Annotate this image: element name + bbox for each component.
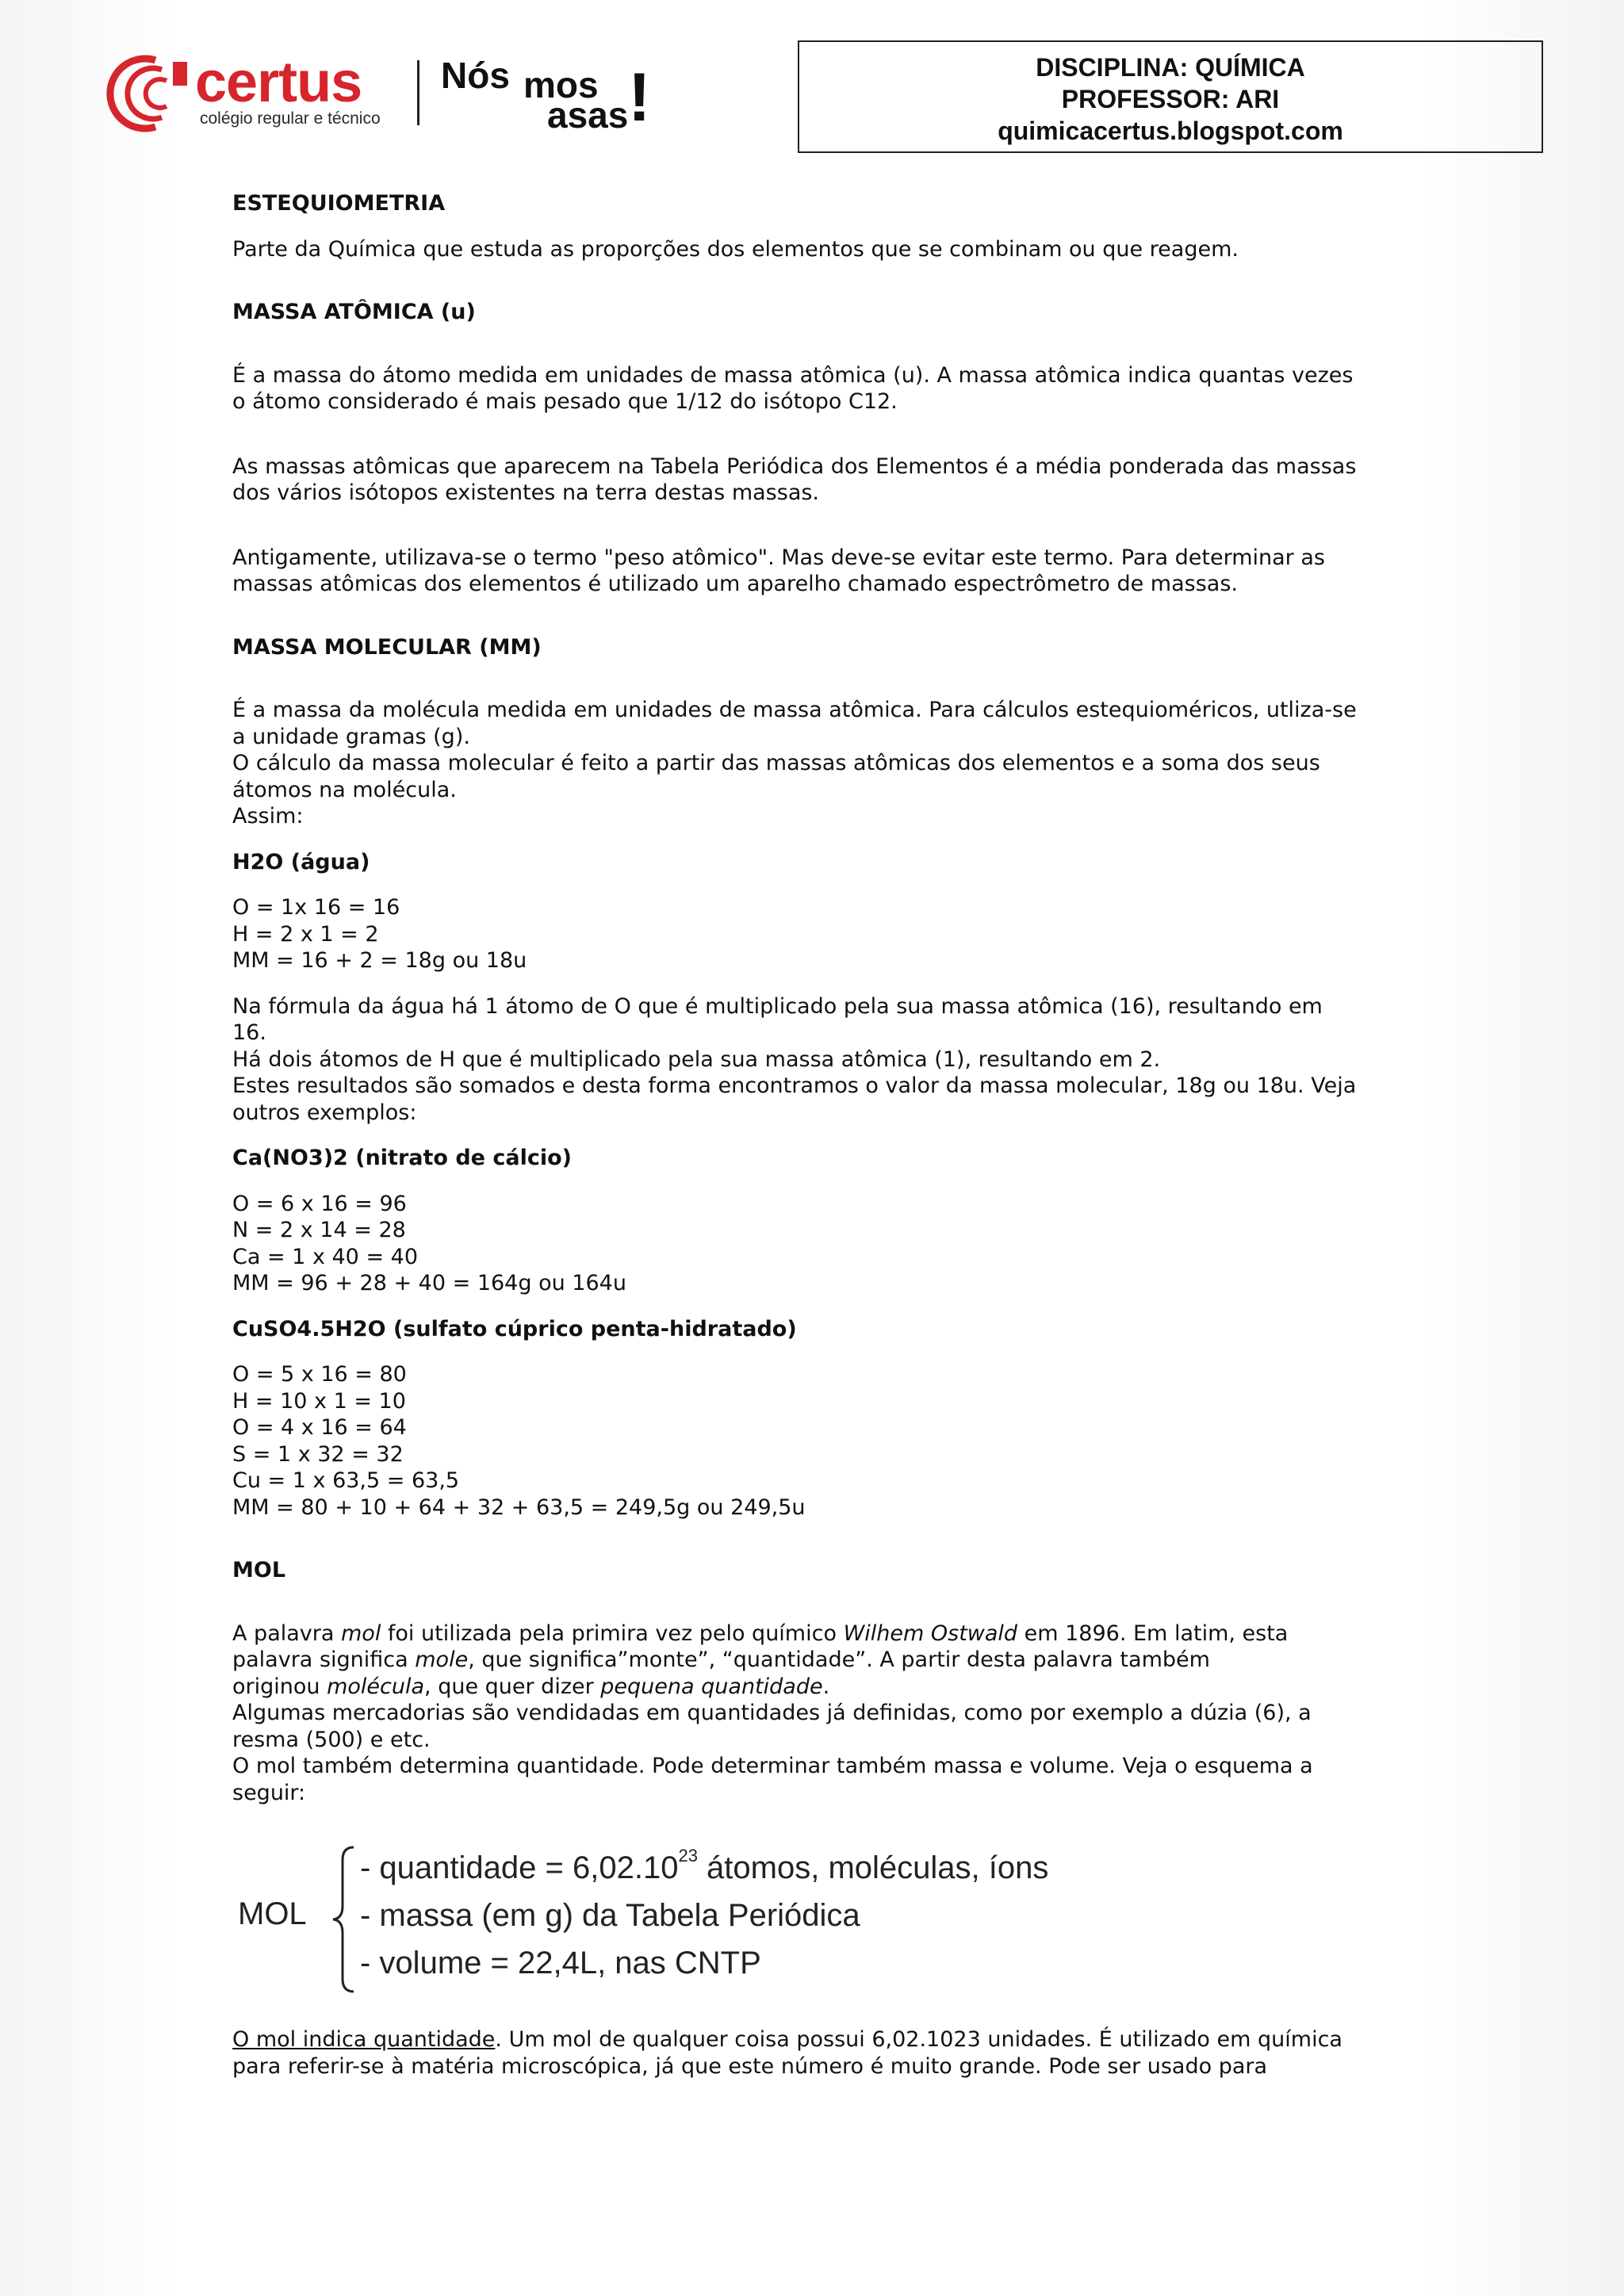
massa-atomica-paragraph-2: As massas atômicas que aparecem na Tabela Periódica dos Elementos é a média ponderada das massas dos vários isótopos existentes na terra destas massas. — [232, 453, 1357, 505]
massa-molecular-paragraph: É a massa da molécula medida em unidades de massa atômica. Para cálculos estequioméricos, utliza-se a unidade gramas (g). O cálculo da massa molecular é feito a partir das massas atômicas dos elementos e a soma dos seus átomos na molécula. Assim: — [232, 698, 1357, 828]
slogan-logo — [441, 54, 655, 136]
example-title-nitrato: Ca(NO3)2 (nitrato de cálcio) — [232, 1146, 573, 1170]
page-shading-left — [0, 0, 181, 2296]
discipline-label: DISCIPLINA: QUÍMICA — [1036, 53, 1305, 82]
slogan-word-1: Nós — [441, 55, 510, 96]
section-title-estequiometria: ESTEQUIOMETRIA — [232, 191, 446, 216]
logo-wordmark: certus — [195, 51, 362, 114]
document-body — [232, 190, 1398, 1806]
professor-label: PROFESSOR: ARI — [1061, 85, 1280, 113]
certus-logo — [97, 52, 398, 140]
scheme-item-volume: - volume = 22,4L, nas CNTP — [360, 1946, 761, 1980]
scheme-item-mass: - massa (em g) da Tabela Periódica — [360, 1898, 860, 1933]
section-title-massa-molecular: MASSA MOLECULAR (MM) — [232, 634, 542, 660]
example-title-h2o: H2O (água) — [232, 849, 370, 874]
mol-final-paragraph: O mol indica quantidade. Um mol de qualquer coisa possui 6,02.1023 unidades. É utilizado em química para referir-se à matéria microscópica, já que este número é muito grande. Pode ser usado para — [232, 2027, 1342, 2079]
section-title-massa-atomica: MASSA ATÔMICA (u) — [232, 300, 476, 324]
logo-subtitle: colégio regular e técnico — [200, 109, 381, 128]
slogan-exclaim: ! — [628, 59, 651, 136]
page-shading-right — [1419, 0, 1624, 2296]
example-title-sulfato: CuSO4.5H2O (sulfato cúprico penta-hidratado) — [232, 1316, 797, 1341]
mol-scheme-figure — [235, 1844, 1123, 1995]
curly-brace-icon — [330, 1844, 362, 1995]
example-nitrato-calc: O = 6 x 16 = 96 N = 2 x 14 = 28 Ca = 1 x 40 = 40 MM = 96 + 28 + 40 = 164g ou 164u — [232, 1191, 626, 1295]
massa-atomica-paragraph-3: Antigamente, utilizava-se o termo "peso atômico". Mas deve-se evitar este termo. Para determinar as massas atômicas dos elementos é utilizado um aparelho chamado espectrômetro de massas. — [232, 545, 1325, 596]
discipline-info-box — [798, 40, 1543, 153]
blog-url: quimicacertus.blogspot.com — [998, 117, 1343, 145]
underlined-phrase: O mol indica quantidade — [232, 2027, 496, 2052]
slogan-word-4: asas — [547, 94, 629, 136]
estequiometria-definition: Parte da Química que estuda as proporções dos elementos que se combinam ou que reagem. — [232, 236, 1239, 262]
example-h2o-explanation: Na fórmula da água há 1 átomo de O que é multiplicado pela sua massa atômica (16), resultando em 16. Há dois átomos de H que é multiplicado pela sua massa atômica (1), resultando em 2. Estes resultados são somados e desta forma encontramos o valor da massa molecular, 18g ou 18u. Veja outros exemplos: — [232, 993, 1357, 1125]
example-sulfato-calc: O = 5 x 16 = 80 H = 10 x 1 = 10 O = 4 x 16 = 64 S = 1 x 32 = 32 Cu = 1 x 63,5 = 63,5 MM = 80 + 10 + 64 + 32 + 63,5 = 249,5g ou 249,5u — [232, 1362, 806, 1520]
header-divider — [417, 60, 419, 125]
example-h2o-calc: O = 1x 16 = 16 H = 2 x 1 = 2 MM = 16 + 2 = 18g ou 18u — [232, 895, 527, 973]
section-title-mol: MOL — [232, 1558, 286, 1582]
certus-logo-mark-icon — [100, 54, 211, 133]
massa-atomica-paragraph-1: É a massa do átomo medida em unidades de massa atômica (u). A massa atômica indica quantas vezes o átomo considerado é mais pesado que 1/12 do isótopo C12. — [232, 362, 1354, 414]
slogan-word-2: mos — [523, 64, 599, 105]
mol-paragraph: A palavra mol foi utilizada pela primira vez pelo químico Wilhem Ostwald em 1896. Em latim, esta palavra significa mole, que significa”monte”, “quantidade”. A partir desta palavra também originou molécula, que quer dizer pequena quantidade. Algumas mercadorias são vendidadas em quantidades já definidas, como por exemplo a dúzia (6), a resma (500) e etc. O mol também determina quantidade. Pode determinar também massa e volume. Veja o esquema a seguir: — [232, 1621, 1313, 1805]
scheme-item-quantity: - quantidade = $6,02.10^{23}$ átomos, moléculas, íons — [360, 1846, 1049, 1885]
scheme-label: MOL — [238, 1896, 307, 1931]
